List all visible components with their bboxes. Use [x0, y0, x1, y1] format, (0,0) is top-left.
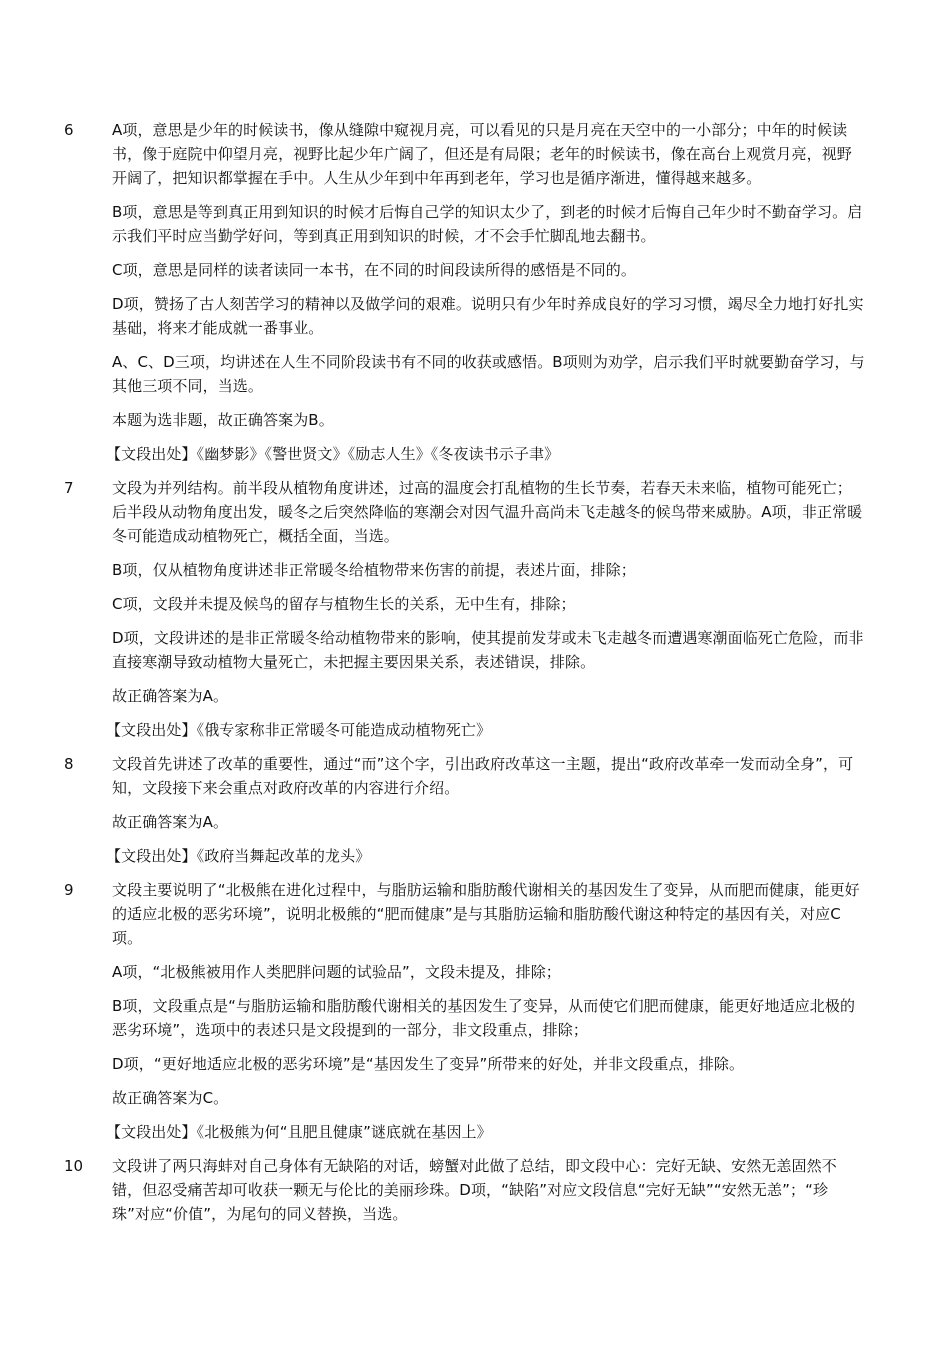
paragraph: D项，文段讲述的是非正常暖冬给动植物带来的影响，使其提前发芽或未飞走越冬而遭遇寒潮面临死亡危险，而非直接寒潮导致动植物大量死亡，未把握主要因果关系，表述错误，排除。: [112, 629, 864, 671]
item-number: 6: [64, 121, 74, 139]
paragraph: 文段讲了两只海蚌对自己身体有无缺陷的对话，螃蟹对此做了总结，即文段中心：完好无缺、安然无恙固然不错，但忍受痛苦却可收获一颗无与伦比的美丽珍珠。D项，“缺陷”对应文段信息“完好无缺”“安然无恙”；“珍珠”对应“价值”，为尾句的同义替换，当选。: [112, 1157, 837, 1223]
source-citation: 【文段出处】《俄专家称非正常暖冬可能造成动植物死亡》: [106, 721, 492, 739]
paragraph: 文段主要说明了“北极熊在进化过程中，与脂肪运输和脂肪酸代谢相关的基因发生了变异，从而肥而健康，能更好的适应北极的恶劣环境”，说明北极熊的“肥而健康”是与其脂肪运输和脂肪酸代谢这种特定的基因有关，对应C项。: [112, 881, 860, 947]
paragraph: 故正确答案为A。: [112, 687, 229, 705]
paragraph: 本题为选非题，故正确答案为B。: [112, 411, 334, 429]
answer-item-10: [0, 1154, 950, 1226]
answer-item-9: [0, 878, 950, 1144]
paragraph: A项，“北极熊被用作人类肥胖问题的试验品”，文段未提及，排除；: [112, 963, 561, 981]
paragraph: D项，赞扬了古人刻苦学习的精神以及做学问的艰难。说明只有少年时养成良好的学习习惯，竭尽全力地打好扎实基础，将来才能成就一番事业。: [112, 295, 864, 337]
item-number: 7: [64, 479, 74, 497]
paragraph: 故正确答案为C。: [112, 1089, 229, 1107]
paragraph: D项，“更好地适应北极的恶劣环境”是“基因发生了变异”所带来的好处，并非文段重点，排除。: [112, 1055, 745, 1073]
answer-item-7: [0, 476, 950, 742]
item-number: 10: [64, 1157, 84, 1175]
paragraph: C项，文段并未提及候鸟的留存与植物生长的关系，无中生有，排除；: [112, 595, 576, 613]
item-number: 9: [64, 881, 74, 899]
paragraph: C项，意思是同样的读者读同一本书，在不同的时间段读所得的感悟是不同的。: [112, 261, 636, 279]
paragraph: 文段为并列结构。前半段从植物角度讲述，过高的温度会打乱植物的生长节奏，若春天未来临，植物可能死亡；后半段从动物角度出发，暖冬之后突然降临的寒潮会对因气温升高尚未飞走越冬的候鸟带来威胁。A项，非正常暖冬可能造成动植物死亡，概括全面，当选。: [112, 479, 863, 545]
answer-item-8: [0, 752, 950, 868]
source-citation: 【文段出处】《北极熊为何“且肥且健康”谜底就在基因上》: [106, 1123, 492, 1141]
item-number: 8: [64, 755, 74, 773]
paragraph: B项，意思是等到真正用到知识的时候才后悔自己学的知识太少了，到老的时候才后悔自己年少时不勤奋学习。启示我们平时应当勤学好问，等到真正用到知识的时候，才不会手忙脚乱地去翻书。: [112, 203, 863, 245]
paragraph: 文段首先讲述了改革的重要性，通过“而”这个字，引出政府改革这一主题，提出“政府改革牵一发而动全身”，可知，文段接下来会重点对政府改革的内容进行介绍。: [112, 755, 854, 797]
paragraph: A项，意思是少年的时候读书，像从缝隙中窥视月亮，可以看见的只是月亮在天空中的一小部分；中年的时候读书，像于庭院中仰望月亮，视野比起少年广阔了，但还是有局限；老年的时候读书，像在高台上观赏月亮，视野开阔了，把知识都掌握在手中。人生从少年到中年再到老年，学习也是循序渐进，懂得越来越多。: [112, 121, 852, 187]
source-citation: 【文段出处】《幽梦影》《警世贤文》《励志人生》《冬夜读书示子聿》: [106, 445, 560, 463]
paragraph: A、C、D三项，均讲述在人生不同阶段读书有不同的收获或感悟。B项则为劝学，启示我们平时就要勤奋学习，与其他三项不同，当选。: [112, 353, 865, 395]
paragraph: B项，仅从植物角度讲述非正常暖冬给植物带来伤害的前提，表述片面，排除；: [112, 561, 636, 579]
answer-item-6: [0, 118, 950, 466]
source-citation: 【文段出处】《政府当舞起改革的龙头》: [106, 847, 371, 865]
paragraph: 故正确答案为A。: [112, 813, 229, 831]
paragraph: B项，文段重点是“与脂肪运输和脂肪酸代谢相关的基因发生了变异，从而使它们肥而健康，能更好地适应北极的恶劣环境”，选项中的表述只是文段提到的一部分，非文段重点，排除；: [112, 997, 856, 1039]
